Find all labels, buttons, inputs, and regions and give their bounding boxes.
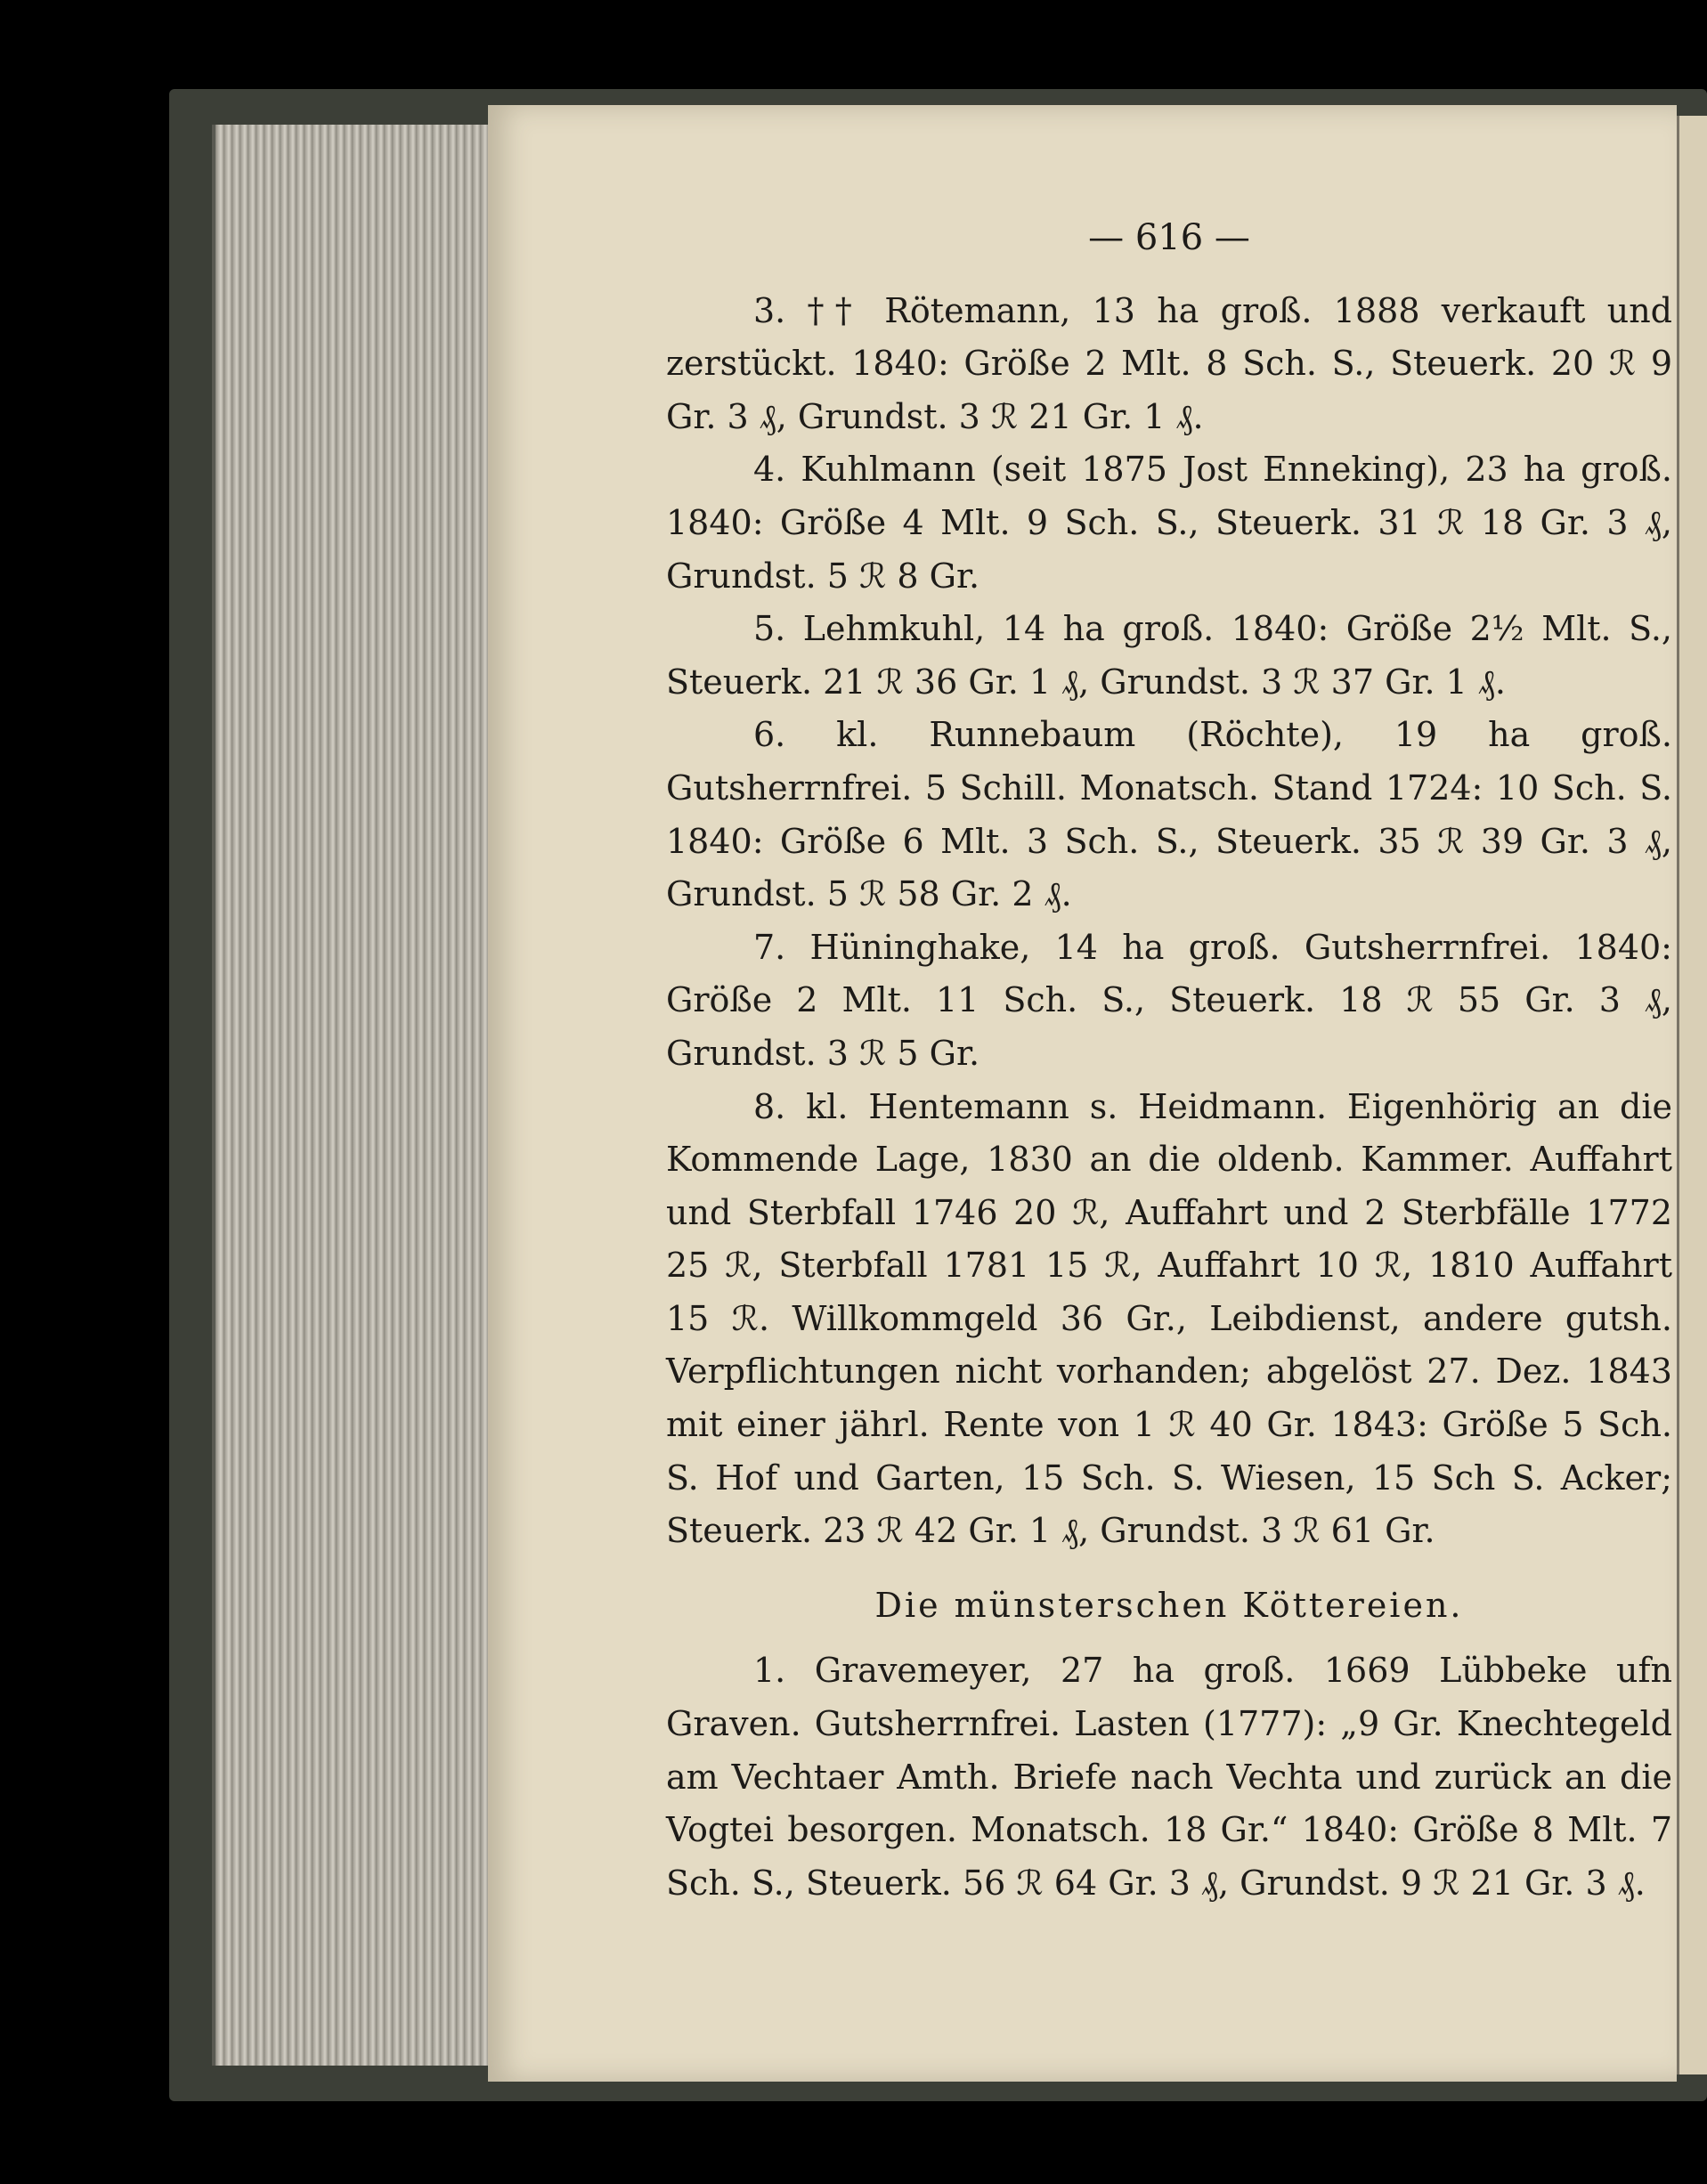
page-text <box>666 212 1672 1910</box>
entry-paragraph: 6. kl. Runnebaum (Röchte), 19 ha groß. Gutsherrnfrei. 5 Schill. Monatsch. Stand 1724: 10 Sch. S. 1840: Größe 6 Mlt. 3 Sch. S., Steuerk. 35 ℛ 39 Gr. 3 ₰, Grundst. 5 ℛ 58 Gr. 2 ₰. <box>666 715 1672 914</box>
entry-paragraph: 8. kl. Hentemann s. Heidmann. Eigenhörig an die Kommende Lage, 1830 an die oldenb. Kammer. Auffahrt und Sterbfall 1746 20 ℛ, Auffahrt und 2 Sterbfälle 1772 25 ℛ, Sterbfall 1781 15 ℛ, Auffahrt 10 ℛ, 1810 Auffahrt 15 ℛ. Willkommgeld 36 Gr., Leibdienst, andere gutsh. Verpflichtungen nicht vorhanden; abgelöst 27. Dez. 1843 mit einer jährl. Rente von 1 ℛ 40 Gr. 1843: Größe 5 Sch. S. Hof und Garten, 15 Sch. S. Wiesen, 15 Sch S. Acker; Steuerk. 23 ℛ 42 Gr. 1 ₰, Grundst. 3 ℛ 61 Gr. <box>666 1086 1672 1551</box>
section-heading: Die münsterschen Köttereien. <box>874 1585 1464 1625</box>
page-number: — 616 — <box>1088 217 1250 258</box>
page-edges <box>212 125 492 2066</box>
entry-paragraph: 7. Hüninghake, 14 ha groß. Gutsherrnfrei. 1840: Größe 2 Mlt. 11 Sch. S., Steuerk. 18 ℛ 55 Gr. 3 ₰, Grundst. 3 ℛ 5 Gr. <box>666 927 1672 1073</box>
book-page <box>488 105 1677 2082</box>
entry-paragraph: 3. †† Rötemann, 13 ha groß. 1888 verkauft und zerstückt. 1840: Größe 2 Mlt. 8 Sch. S., Steuerk. 20 ℛ 9 Gr. 3 ₰, Grundst. 3 ℛ 21 Gr. 1 ₰. <box>666 290 1672 436</box>
entry-paragraph: 5. Lehmkuhl, 14 ha groß. 1840: Größe 2½ Mlt. S., Steuerk. 21 ℛ 36 Gr. 1 ₰, Grundst. 3 ℛ 37 Gr. 1 ₰. <box>666 609 1672 702</box>
entry-paragraph: 4. Kuhlmann (seit 1875 Jost Enneking), 23 ha groß. 1840: Größe 4 Mlt. 9 Sch. S., Steuerk. 31 ℛ 18 Gr. 3 ₰, Grundst. 5 ℛ 8 Gr. <box>666 450 1672 596</box>
facing-page-edge <box>1677 116 1707 2074</box>
entry-paragraph: 1. Gravemeyer, 27 ha groß. 1669 Lübbeke ufn Graven. Gutsherrnfrei. Lasten (1777): „9 Gr. Knechtegeld am Vechtaer Amth. Briefe nach Vechta und zurück an die Vogtei besorgen. Monatsch. 18 Gr.“ 1840: Größe 8 Mlt. 7 Sch. S., Steuerk. 56 ℛ 64 Gr. 3 ₰, Grundst. 9 ℛ 21 Gr. 3 ₰. <box>666 1651 1672 1903</box>
